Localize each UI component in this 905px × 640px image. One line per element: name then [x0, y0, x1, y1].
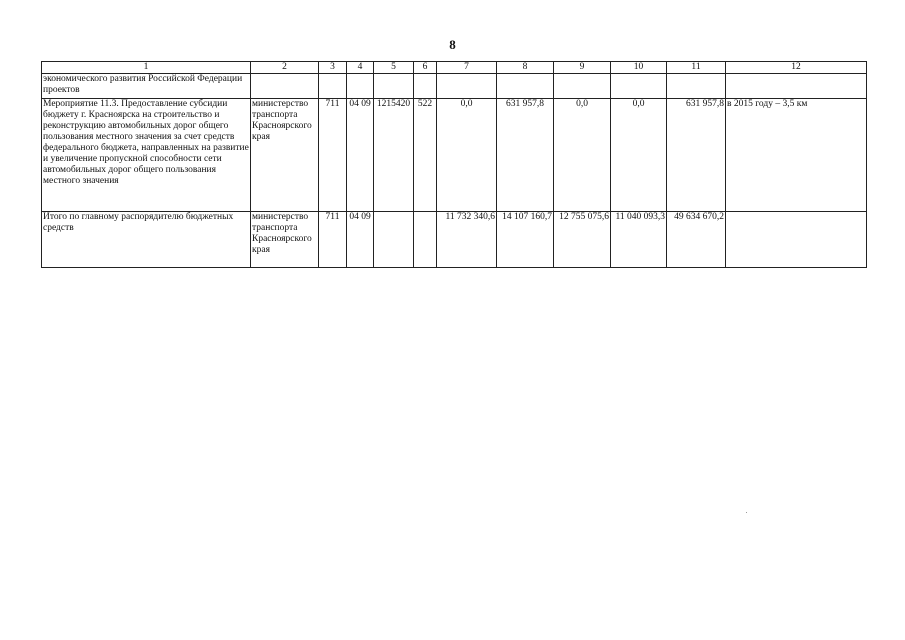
table-cell: [374, 212, 414, 268]
amount-cell: 0,0: [554, 99, 611, 212]
table-cell: [319, 74, 347, 99]
amount-cell: 12 755 075,6: [554, 212, 611, 268]
amount-cell: 0,0: [611, 99, 667, 212]
table-cell: 1215420: [374, 99, 414, 212]
table-cell: 04 09: [347, 99, 374, 212]
column-header: 4: [347, 62, 374, 74]
row-description: Итого по главному распорядителю бюджетных средств: [42, 212, 251, 268]
responsible-body: министерство транспорта Красноярского края: [251, 99, 319, 212]
table-cell: [497, 74, 554, 99]
table-cell: 04 09: [347, 212, 374, 268]
column-header: 6: [414, 62, 437, 74]
column-header: 3: [319, 62, 347, 74]
table-cell: [414, 74, 437, 99]
table-cell: 711: [319, 212, 347, 268]
amount-cell: 11 040 093,3: [611, 212, 667, 268]
scan-speck: [746, 512, 747, 513]
table-cell: [667, 74, 726, 99]
amount-cell: 631 957,8: [667, 99, 726, 212]
column-header: 2: [251, 62, 319, 74]
table-cell: 711: [319, 99, 347, 212]
column-header: 8: [497, 62, 554, 74]
row-description: Мероприятие 11.3. Предоставление субсидии бюджету г. Красноярска на строительство и реконструкцию автомобильных дорог общего пользования местного значения за счет средств федерального бюджета, направленных на развитие и увеличение пропускной способности сети автомобильных дорог общего пользования местного значения: [42, 99, 251, 212]
column-header: 12: [726, 62, 867, 74]
table-cell: [554, 74, 611, 99]
table-row: [42, 74, 867, 99]
result-cell: [726, 212, 867, 268]
responsible-body: министерство транспорта Красноярского края: [251, 212, 319, 268]
table-cell: [726, 74, 867, 99]
table-cell: [374, 74, 414, 99]
column-header: 7: [437, 62, 497, 74]
table-cell: [347, 74, 374, 99]
amount-cell: 14 107 160,7: [497, 212, 554, 268]
amount-cell: 11 732 340,6: [437, 212, 497, 268]
table-cell: [414, 212, 437, 268]
total-row: [42, 212, 867, 268]
amount-cell: 631 957,8: [497, 99, 554, 212]
column-header: 11: [667, 62, 726, 74]
result-cell: в 2015 году – 3,5 км: [726, 99, 867, 212]
table-cell: [611, 74, 667, 99]
column-header: 1: [42, 62, 251, 74]
table-cell: [437, 74, 497, 99]
row-description: экономического развития Российской Федерации проектов: [42, 74, 251, 99]
table-row: [42, 99, 867, 212]
column-header: 10: [611, 62, 667, 74]
table-cell: [251, 74, 319, 99]
budget-table: [41, 61, 867, 268]
column-number-row: [42, 62, 867, 74]
table-cell: 522: [414, 99, 437, 212]
column-header: 5: [374, 62, 414, 74]
amount-cell: 0,0: [437, 99, 497, 212]
page-number: 8: [449, 37, 456, 52]
column-header: 9: [554, 62, 611, 74]
amount-cell: 49 634 670,2: [667, 212, 726, 268]
